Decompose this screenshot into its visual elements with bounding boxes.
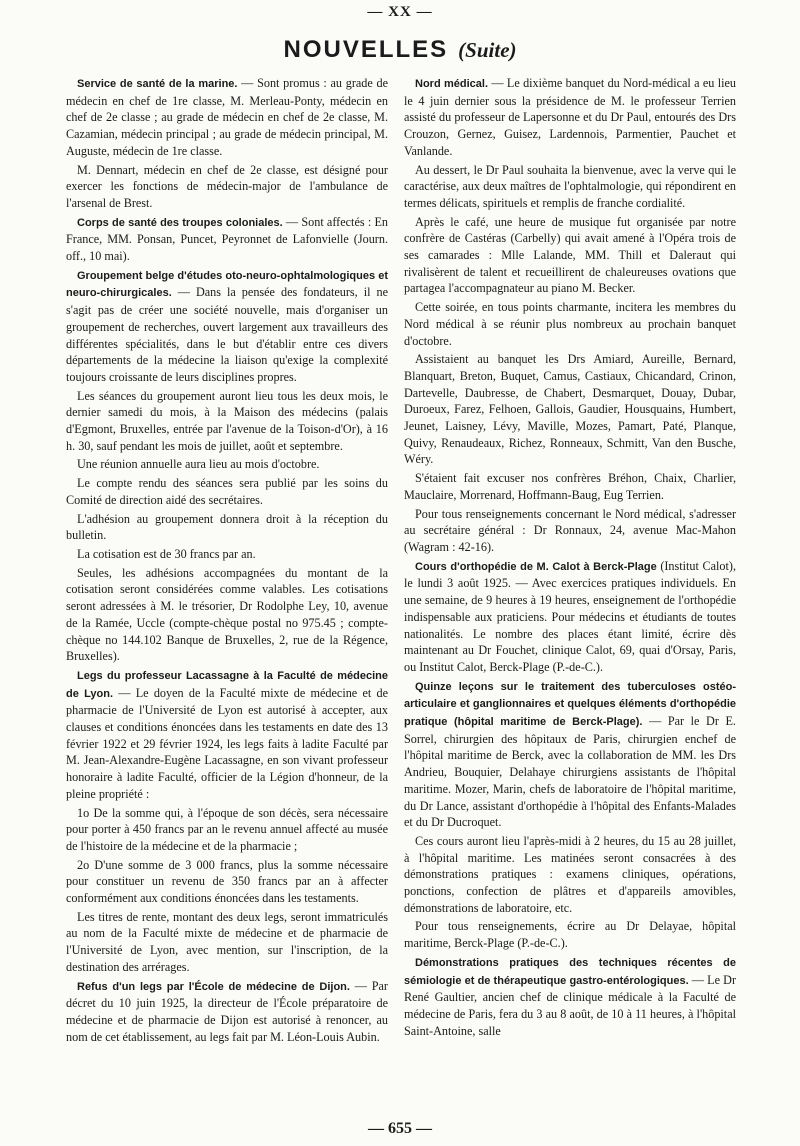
- paragraph: S'étaient fait excuser nos confrères Bréhon, Chaix, Charlier, Mauclaire, Morrenard, Hoffmann-Baug, Eug Terrien.: [404, 471, 736, 502]
- item-text: — Le doyen de la Faculté mixte de médecine et de pharmacie de l'Université de Lyon est autorisé à accepter, aux clauses et conditions énoncées dans les testaments en date des 13 février 1922 et 29 février 1924, les legs faits à ladite Faculté par M. Jean-Alexandre-Eugène Lacassagne, en son vivant professeur honoraire à ladite Faculté, officier de la Légion d'honneur, de la pleine propriété :: [66, 685, 388, 801]
- page-number: — 655 —: [368, 1120, 432, 1137]
- right-column: [404, 75, 736, 1041]
- paragraph: Le compte rendu des séances sera publié par les soins du Comité de direction aidé des secrétaires.: [66, 476, 388, 507]
- item-heading: Quinze leçons sur le traitement des tuberculoses ostéo-articulaire et ganglionnaires et quelques éléments d'orthopédie pratique (hôpital maritime de Berck-Plage).: [404, 680, 736, 729]
- paragraph: [66, 667, 388, 803]
- paragraph: Au dessert, le Dr Paul souhaita la bienvenue, avec la verve qui le caractérise, aux deux maîtres de l'ophtalmologie, qui répondirent en termes délicats, spirituels et remplis de franche cordialité.: [404, 162, 736, 210]
- paragraph: [66, 267, 388, 386]
- item-text: — Dans la pensée des fondateurs, il ne s'agit pas de créer une société nouvelle, mais d'organiser un groupement de recherches, ouvert largement aux travailleurs des différentes spécialités, dans le but d'établir entre ces divers départements de la médecine la liaison qu'exige la complexité toujours croissante de leurs disciplines propres.: [66, 285, 388, 384]
- item-text: — Le dixième banquet du Nord-médical a eu lieu le 4 juin dernier sous la présidence de M. le professeur Terrien assisté du professeur de Lapersonne et du Dr Paul, entourés des Drs Crouzon, Gernez, Guisez, Lardennois, Parmentier, Pauchet et Vanlande.: [404, 76, 736, 158]
- item-heading: Cours d'orthopédie de M. Calot à Berck-Plage: [415, 560, 657, 573]
- item-text: — Par le Dr E. Sorrel, chirurgien des hôpitaux de Paris, chirurgien enchef de l'hôpital maritime de Berck, avec la collaboration de MM. les Drs Andrieu, Bouquier, Delahaye chirurgiens assistants de l'hôpital maritime. Mozer, Marin, chefs de laboratoire de l'hôpital maritime, du Dr Lance, assistant d'orthopédie à l'hôpital des Enfants-Malades et du Dr Ducroquet.: [404, 714, 736, 830]
- paragraph: Une réunion annuelle aura lieu au mois d'octobre.: [77, 457, 320, 472]
- paragraph: Les séances du groupement auront lieu tous les deux mois, le dernier samedi du mois, à la Maison des médecins (palais d'Egmont, Bruxelles, entrée par l'avenue de la Toison-d'Or), à 16 h. 30, sauf pendant les mois de juillet, août et septembre.: [66, 388, 388, 453]
- paragraph: M. Dennart, médecin en chef de 2e classe, est désigné pour exercer les fonctions de médecin-major de l'ambulance de l'arsenal de Brest.: [66, 162, 388, 210]
- paragraph: Cette soirée, en tous points charmante, incitera les membres du Nord médical à se réunir plus nombreux au prochain banquet d'octobre.: [404, 300, 736, 348]
- paragraph: Ces cours auront lieu l'après-midi à 2 heures, du 15 au 28 juillet, à l'hôpital maritime. Les matinées seront consacrées à des démonstrations pratiques : examens cliniques, opérations, ponctions, confection de plâtres et d'appareils amovibles, démonstrations de laboratoire, etc.: [404, 833, 736, 915]
- item-heading: Corps de santé des troupes coloniales.: [77, 216, 283, 229]
- paragraph: Assistaient au banquet les Drs Amiard, Aureille, Bernard, Blanquart, Breton, Buquet, Camus, Castiaux, Chicandard, Crinon, Dartevelle, Daubresse, de Chabert, Desmarquet, Douay, Dubar, Duroeux, Farez, Felhoen, Gallois, Gaudier, Housquains, Humbert, Jeunet, Laisney, Lévy, Maville, Mozes, Pamart, Paté, Planque, Quivy, Renaudeaux, Richez, Ronneaux, Schmitt, Van den Busche, Wéry.: [404, 352, 736, 467]
- paragraph: [404, 558, 736, 676]
- title-main: NOUVELLES: [283, 36, 449, 63]
- item-text: — Par décret du 10 juin 1925, la directeur de l'École préparatoire de médecine et de pharmacie de Dijon est autorisé à renoncer, au nom de cet établissement, au legs fait par M. Léon-Louis Aubin.: [66, 978, 388, 1044]
- paragraph: [404, 678, 736, 831]
- section-title: [0, 36, 800, 64]
- item-heading: Legs du professeur Lacassagne à la Faculté de médecine de Lyon.: [66, 669, 388, 700]
- paragraph: [66, 75, 388, 160]
- title-suite: (Suite): [458, 38, 517, 62]
- item-text: — Le Dr René Gaultier, ancien chef de clinique médicale à la Faculté de médecine de Paris, fera du 3 au 8 août, de 10 à 11 heures, à l'hôpital Saint-Antoine, salle: [404, 972, 736, 1038]
- item-heading: Service de santé de la marine.: [77, 78, 238, 90]
- item-text: — Sont promus : au grade de médecin en chef de 1re classe, M. Merleau-Ponty, médecin en chef de 2e classe ; au grade de médecin en chef de 2e classe, M. Cazamian, médecin principal ; au grade de médecin principal, M. Auguste, médecin de 1re classe.: [66, 76, 389, 158]
- paragraph: La cotisation est de 30 francs par an.: [77, 546, 256, 561]
- item-text: — Sont affectés : En France, MM. Ponsan, Puncet, Peyronnet de Lafonvielle (Journ. off., 10 mai).: [66, 214, 388, 264]
- item-text: (Institut Calot), le lundi 3 août 1925. — Avec exercices pratiques individuels. En une semaine, de 9 heures à 19 heures, enseignement de l'orthopédie indispensable aux praticiens. Pour médecins et étudiants de toutes nationalités. Le nombre des places étant limité, écrire dès maintenant au Dr Fouchet, clinique Calot, 69, quai d'Orsay, Paris, ou Institut Calot, Berck-Plage (P.-de-C.).: [404, 558, 736, 674]
- paragraph: Après le café, une heure de musique fut organisée par notre confrère de Castéras (Carbelly) qui avait amené à l'Opéra trois de ses camarades : Mlle Lalande, MM. Thill et Daleraut qui rivalisèrent de talent et recueillirent de chaleureuses ovations que partagea l'accompagnateur au piano M. Becker.: [404, 214, 736, 296]
- paragraph: Pour tous renseignements, écrire au Dr Delayae, hôpital maritime, Berck-Plage (P.-de-C.).: [404, 919, 736, 951]
- paragraph: Seules, les adhésions accompagnées du montant de la cotisation seront considérées comme valables. Les cotisations seront adressées à M. le trésorier, Dr Rodolphe Ley, 10, avenue de la Ramée, Uccle (compte-chèque postal no 975.45 ; compte-chèque no 144.102 Banque de Bruxelles, 2, rue de la Régence, Bruxelles).: [66, 565, 388, 664]
- paragraph: [66, 214, 388, 265]
- paragraph: 1o De la somme qui, à l'époque de son décès, sera nécessaire pour porter à 450 francs par an le revenu annuel affecté au musée de l'histoire de la médecine et de la pharmacie ;: [66, 805, 388, 853]
- paragraph: [66, 978, 388, 1046]
- item-heading: Démonstrations pratiques des techniques récentes de sémiologie et de thérapeutique gastro-entérologiques.: [404, 956, 736, 987]
- paragraph: Pour tous renseignements concernant le Nord médical, s'adresser au secrétaire général : Dr Ronnaux, 24, avenue Mac-Mahon (Wagram : 42-16).: [404, 506, 736, 554]
- paragraph: L'adhésion au groupement donnera droit à la réception du bulletin.: [66, 511, 388, 543]
- roman-folio: — XX —: [367, 4, 433, 20]
- item-heading: Groupement belge d'études oto-neuro-ophtalmologiques et neuro-chirurgicales.: [66, 269, 388, 300]
- item-heading: Nord médical.: [415, 78, 489, 90]
- paragraph: [404, 954, 736, 1040]
- item-heading: Refus d'un legs par l'École de médecine de Dijon.: [77, 980, 350, 993]
- left-column: [66, 75, 388, 1047]
- paragraph: [404, 75, 736, 160]
- paragraph: 2o D'une somme de 3 000 francs, plus la somme nécessaire pour constituer un revenu de 350 francs par an à affecter conformément aux conditions énoncées dans les testaments.: [66, 857, 388, 906]
- paragraph: Les titres de rente, montant des deux legs, seront immatriculés au nom de la Faculté mixte de médecine et de pharmacie de l'Université de Lyon, avec mention, sur l'inscription, de la destination des arrérages.: [66, 909, 388, 974]
